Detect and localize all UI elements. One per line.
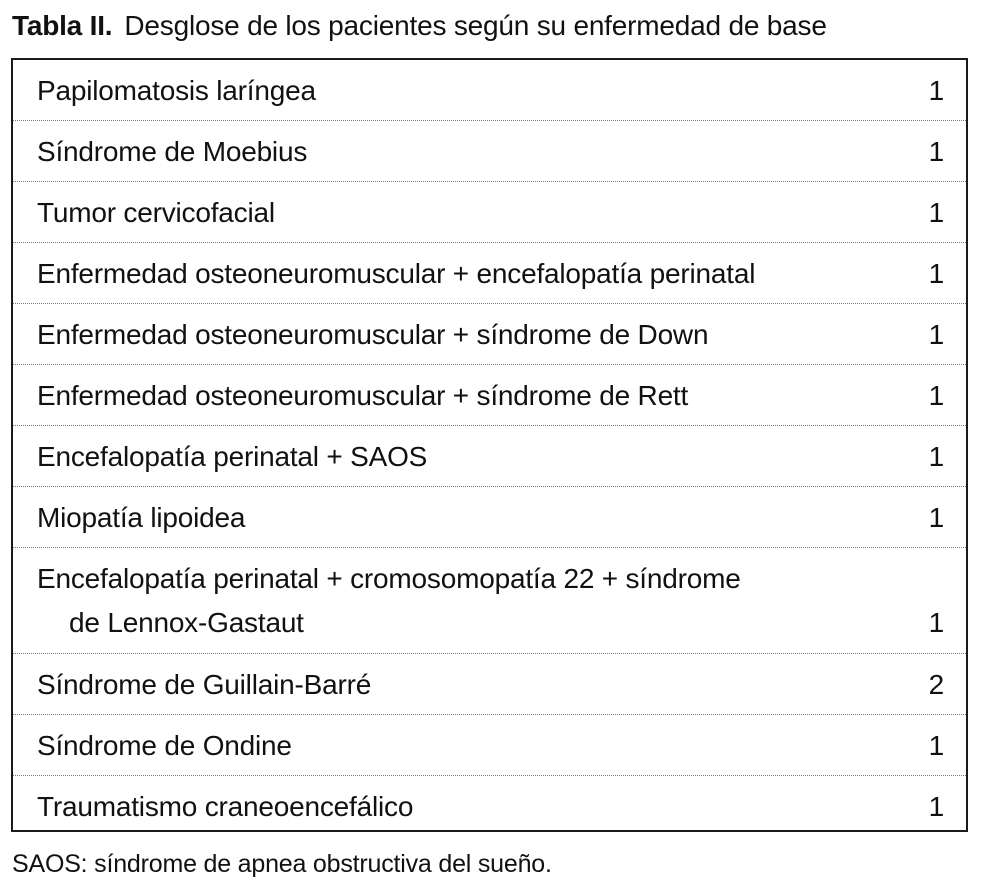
table-row <box>13 304 966 365</box>
table-label: Tabla II. <box>12 10 113 41</box>
table-row <box>13 60 966 121</box>
table-row <box>13 365 966 426</box>
row-name-line1: Encefalopatía perinatal + cromosomopatía 22 + síndrome <box>37 563 741 594</box>
row-name: Síndrome de Moebius <box>37 136 308 167</box>
row-value: 1 <box>928 75 944 106</box>
row-value: 2 <box>928 669 944 700</box>
row-value: 1 <box>928 607 944 638</box>
row-value: 1 <box>928 791 944 822</box>
table-row <box>13 654 966 715</box>
row-name: Papilomatosis laríngea <box>37 75 316 106</box>
row-value: 1 <box>928 197 944 228</box>
table-title: Desglose de los pacientes según su enfermedad de base <box>124 10 827 41</box>
row-name: Enfermedad osteoneuromuscular + síndrome de Rett <box>37 380 689 411</box>
data-table <box>11 58 968 832</box>
row-value: 1 <box>928 502 944 533</box>
row-name: Síndrome de Guillain-Barré <box>37 669 372 700</box>
row-value: 1 <box>928 730 944 761</box>
row-name: Síndrome de Ondine <box>37 730 292 761</box>
table-row <box>13 776 966 837</box>
table-footnote: SAOS: síndrome de apnea obstructiva del sueño. <box>12 850 552 878</box>
row-value: 1 <box>928 136 944 167</box>
row-name: Traumatismo craneoencefálico <box>37 791 414 822</box>
row-value: 1 <box>928 441 944 472</box>
row-name: Miopatía lipoidea <box>37 502 246 533</box>
row-value: 1 <box>928 380 944 411</box>
row-name: Encefalopatía perinatal + SAOS <box>37 441 428 472</box>
table-row <box>13 548 966 654</box>
row-name: Enfermedad osteoneuromuscular + síndrome de Down <box>37 319 709 350</box>
row-name: Tumor cervicofacial <box>37 197 275 228</box>
row-value: 1 <box>928 319 944 350</box>
table-row <box>13 487 966 548</box>
table-row <box>13 243 966 304</box>
row-name: Enfermedad osteoneuromuscular + encefalopatía perinatal <box>37 258 756 289</box>
table-row <box>13 182 966 243</box>
row-name-line2: de Lennox-Gastaut <box>69 607 304 638</box>
table-row <box>13 121 966 182</box>
table-caption <box>12 6 827 46</box>
table-row <box>13 715 966 776</box>
row-value: 1 <box>928 258 944 289</box>
row-name <box>37 557 897 645</box>
table-row <box>13 426 966 487</box>
